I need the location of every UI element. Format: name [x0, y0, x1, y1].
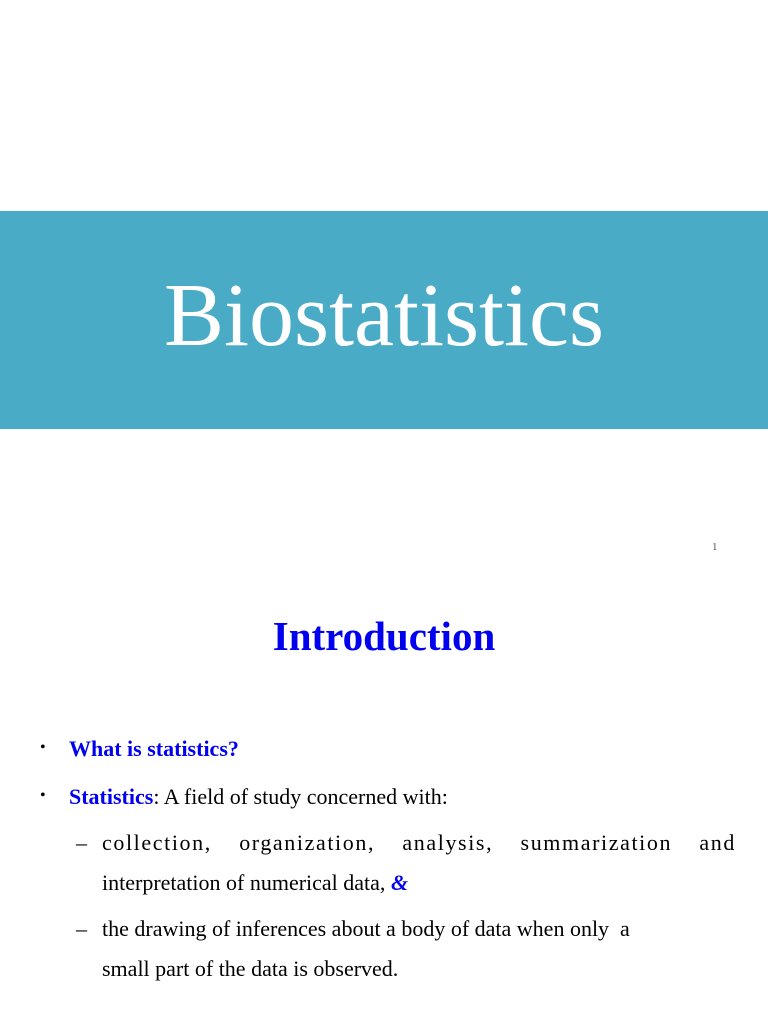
subitem-line: small part of the data is observed. — [102, 956, 399, 981]
dash-icon: – — [76, 916, 87, 941]
intro-heading: Introduction — [272, 613, 496, 659]
slide-title: Biostatistics — [163, 266, 605, 365]
subitem-line-text: interpretation of numerical data, — [102, 870, 391, 895]
subitem-body — [102, 823, 736, 903]
subitem-line: the drawing of inferences about a body of data when only a — [102, 916, 630, 941]
subitem-inferences — [76, 909, 736, 989]
dash-icon: – — [76, 830, 87, 855]
bullet-dot-icon: • — [40, 787, 46, 804]
bullet-label: Statistics — [69, 784, 154, 809]
title-banner — [0, 211, 768, 429]
bullet-description: : A field of study concerned with: — [153, 784, 448, 809]
page-number: 1 — [712, 541, 718, 553]
bullet-text — [69, 786, 448, 808]
bullet-dot-icon: • — [40, 739, 46, 756]
subitem-line — [102, 863, 736, 903]
subitem-collection — [76, 823, 736, 903]
subitem-line: collection, organization, analysis, summarization and — [102, 830, 736, 855]
subitem-body — [102, 909, 736, 989]
ampersand: & — [390, 870, 409, 895]
bullet-label: What is statistics? — [69, 736, 239, 761]
